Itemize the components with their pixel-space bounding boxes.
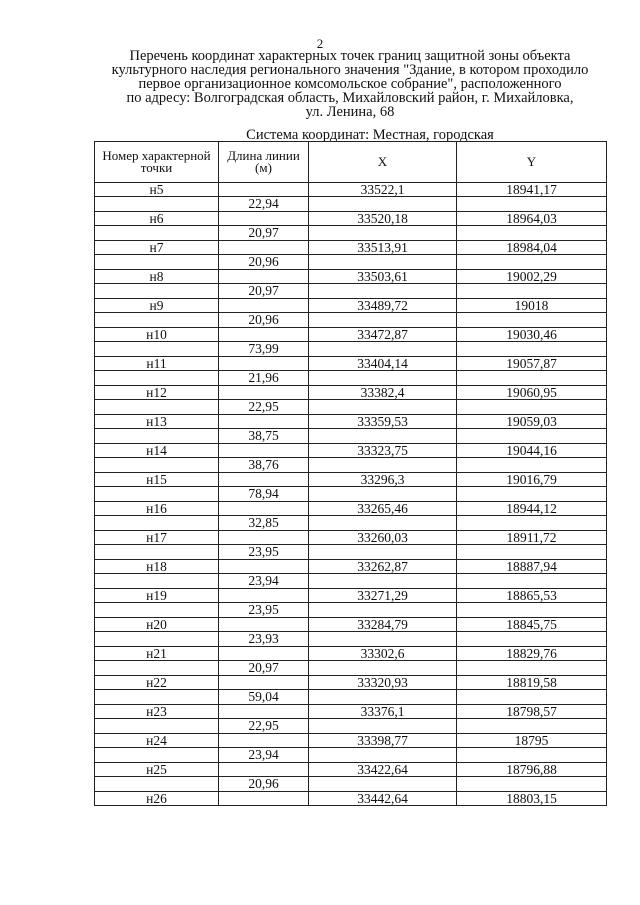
x-value-cell: 33442,64 (309, 792, 457, 806)
empty-y-cell (457, 226, 607, 241)
line-length-cell: 20,96 (219, 313, 309, 328)
empty-y-cell (457, 603, 607, 618)
empty-y-cell (457, 690, 607, 705)
table-row (95, 473, 607, 487)
empty-length-cell (219, 473, 309, 487)
empty-point-cell (95, 458, 219, 473)
line-length-cell: 21,96 (219, 371, 309, 386)
point-name-cell: н20 (95, 618, 219, 632)
empty-point-cell (95, 487, 219, 502)
empty-point-cell (95, 777, 219, 792)
empty-length-cell (219, 270, 309, 284)
x-value-cell: 33489,72 (309, 299, 457, 313)
y-value-cell: 18829,76 (457, 647, 607, 661)
table-row (95, 647, 607, 661)
empty-point-cell (95, 516, 219, 531)
x-value-cell: 33271,29 (309, 589, 457, 603)
point-name-cell: н15 (95, 473, 219, 487)
y-value-cell: 19018 (457, 299, 607, 313)
empty-x-cell (309, 574, 457, 589)
point-name-cell: н16 (95, 502, 219, 516)
point-name-cell: н13 (95, 415, 219, 429)
empty-point-cell (95, 632, 219, 647)
y-value-cell: 19030,46 (457, 328, 607, 342)
empty-y-cell (457, 458, 607, 473)
line-length-cell: 23,93 (219, 632, 309, 647)
empty-y-cell (457, 777, 607, 792)
y-value-cell: 18795 (457, 734, 607, 748)
y-value-cell: 19002,29 (457, 270, 607, 284)
empty-length-cell (219, 792, 309, 806)
length-row (95, 342, 607, 357)
x-value-cell: 33404,14 (309, 357, 457, 371)
empty-x-cell (309, 371, 457, 386)
empty-y-cell (457, 632, 607, 647)
line-length-cell: 32,85 (219, 516, 309, 531)
point-name-cell: н14 (95, 444, 219, 458)
x-value-cell: 33382,4 (309, 386, 457, 400)
empty-y-cell (457, 284, 607, 299)
x-value-cell: 33265,46 (309, 502, 457, 516)
empty-x-cell (309, 226, 457, 241)
length-row (95, 400, 607, 415)
y-value-cell: 19060,95 (457, 386, 607, 400)
line-length-cell: 20,97 (219, 284, 309, 299)
length-row (95, 632, 607, 647)
coordinate-system-label: Система координат: Местная, городская (246, 127, 494, 143)
empty-point-cell (95, 226, 219, 241)
line-length-cell: 38,76 (219, 458, 309, 473)
empty-length-cell (219, 531, 309, 545)
x-value-cell: 33422,64 (309, 763, 457, 777)
empty-y-cell (457, 429, 607, 444)
empty-length-cell (219, 386, 309, 400)
table-row (95, 183, 607, 197)
y-value-cell: 18944,12 (457, 502, 607, 516)
line-length-cell: 20,96 (219, 255, 309, 270)
line-length-cell: 20,97 (219, 661, 309, 676)
empty-x-cell (309, 255, 457, 270)
empty-y-cell (457, 719, 607, 734)
empty-y-cell (457, 342, 607, 357)
empty-x-cell (309, 545, 457, 560)
x-value-cell: 33520,18 (309, 212, 457, 226)
line-length-cell: 22,95 (219, 719, 309, 734)
point-name-cell: н9 (95, 299, 219, 313)
x-value-cell: 33359,53 (309, 415, 457, 429)
line-length-cell: 23,95 (219, 545, 309, 560)
empty-length-cell (219, 357, 309, 371)
empty-y-cell (457, 574, 607, 589)
point-name-cell: н24 (95, 734, 219, 748)
y-value-cell: 18887,94 (457, 560, 607, 574)
point-name-cell: н12 (95, 386, 219, 400)
table-row (95, 502, 607, 516)
length-row (95, 197, 607, 212)
y-value-cell: 18845,75 (457, 618, 607, 632)
y-value-cell: 18865,53 (457, 589, 607, 603)
empty-length-cell (219, 183, 309, 197)
empty-point-cell (95, 603, 219, 618)
length-row (95, 545, 607, 560)
empty-x-cell (309, 342, 457, 357)
empty-x-cell (309, 516, 457, 531)
empty-y-cell (457, 748, 607, 763)
header-x: X (309, 142, 457, 183)
y-value-cell: 19057,87 (457, 357, 607, 371)
table-row (95, 676, 607, 690)
empty-point-cell (95, 400, 219, 415)
x-value-cell: 33320,93 (309, 676, 457, 690)
y-value-cell: 18984,04 (457, 241, 607, 255)
empty-x-cell (309, 719, 457, 734)
table-row (95, 531, 607, 545)
y-value-cell: 19044,16 (457, 444, 607, 458)
line-length-cell: 22,95 (219, 400, 309, 415)
length-row (95, 777, 607, 792)
length-row (95, 603, 607, 618)
line-length-cell: 23,95 (219, 603, 309, 618)
empty-point-cell (95, 342, 219, 357)
x-value-cell: 33260,03 (309, 531, 457, 545)
empty-length-cell (219, 676, 309, 690)
point-name-cell: н22 (95, 676, 219, 690)
table-header-row (95, 142, 607, 183)
line-length-cell: 73,99 (219, 342, 309, 357)
table-row (95, 560, 607, 574)
x-value-cell: 33302,6 (309, 647, 457, 661)
empty-point-cell (95, 719, 219, 734)
empty-y-cell (457, 487, 607, 502)
coordinates-table (94, 141, 607, 806)
table-row (95, 618, 607, 632)
y-value-cell: 18796,88 (457, 763, 607, 777)
y-value-cell: 19016,79 (457, 473, 607, 487)
empty-y-cell (457, 255, 607, 270)
empty-length-cell (219, 560, 309, 574)
length-row (95, 661, 607, 676)
empty-y-cell (457, 371, 607, 386)
table-body (95, 183, 607, 806)
empty-x-cell (309, 748, 457, 763)
empty-length-cell (219, 763, 309, 777)
point-name-cell: н5 (95, 183, 219, 197)
title-line: ул. Ленина, 68 (305, 104, 395, 120)
line-length-cell: 59,04 (219, 690, 309, 705)
line-length-cell: 20,96 (219, 777, 309, 792)
point-name-cell: н6 (95, 212, 219, 226)
y-value-cell: 18803,15 (457, 792, 607, 806)
header-y: Y (457, 142, 607, 183)
x-value-cell: 33262,87 (309, 560, 457, 574)
table-row (95, 734, 607, 748)
empty-x-cell (309, 487, 457, 502)
empty-point-cell (95, 545, 219, 560)
length-row (95, 284, 607, 299)
empty-length-cell (219, 589, 309, 603)
length-row (95, 371, 607, 386)
empty-point-cell (95, 197, 219, 212)
page-number: 2 (316, 36, 324, 51)
point-name-cell: н25 (95, 763, 219, 777)
empty-point-cell (95, 371, 219, 386)
empty-length-cell (219, 415, 309, 429)
length-row (95, 487, 607, 502)
table-row (95, 792, 607, 806)
empty-length-cell (219, 734, 309, 748)
point-name-cell: н23 (95, 705, 219, 719)
line-length-cell: 23,94 (219, 574, 309, 589)
length-row (95, 719, 607, 734)
y-value-cell: 18941,17 (457, 183, 607, 197)
length-row (95, 574, 607, 589)
x-value-cell: 33472,87 (309, 328, 457, 342)
x-value-cell: 33323,75 (309, 444, 457, 458)
empty-length-cell (219, 299, 309, 313)
empty-x-cell (309, 458, 457, 473)
point-name-cell: н18 (95, 560, 219, 574)
empty-y-cell (457, 545, 607, 560)
empty-length-cell (219, 618, 309, 632)
table-row (95, 763, 607, 777)
x-value-cell: 33503,61 (309, 270, 457, 284)
empty-length-cell (219, 212, 309, 226)
y-value-cell: 19059,03 (457, 415, 607, 429)
empty-y-cell (457, 313, 607, 328)
empty-point-cell (95, 748, 219, 763)
line-length-cell: 22,94 (219, 197, 309, 212)
empty-length-cell (219, 705, 309, 719)
line-length-cell: 20,97 (219, 226, 309, 241)
empty-point-cell (95, 574, 219, 589)
empty-point-cell (95, 429, 219, 444)
empty-x-cell (309, 429, 457, 444)
length-row (95, 429, 607, 444)
title-line: по адресу: Волгоградская область, Михайловский район, г. Михайловка, (126, 90, 574, 106)
length-row (95, 226, 607, 241)
empty-x-cell (309, 603, 457, 618)
table-row (95, 328, 607, 342)
document-title (60, 49, 640, 119)
header-line-length: Длина линии (м) (219, 142, 309, 183)
table-row (95, 444, 607, 458)
point-name-cell: н11 (95, 357, 219, 371)
empty-point-cell (95, 255, 219, 270)
empty-point-cell (95, 690, 219, 705)
line-length-cell: 23,94 (219, 748, 309, 763)
empty-x-cell (309, 632, 457, 647)
point-name-cell: н7 (95, 241, 219, 255)
title-line: первое организационное комсомольское собрание", расположенного (138, 76, 562, 92)
point-name-cell: н26 (95, 792, 219, 806)
length-row (95, 690, 607, 705)
table-row (95, 705, 607, 719)
empty-x-cell (309, 777, 457, 792)
x-value-cell: 33296,3 (309, 473, 457, 487)
table-row (95, 212, 607, 226)
length-row (95, 313, 607, 328)
y-value-cell: 18911,72 (457, 531, 607, 545)
x-value-cell: 33398,77 (309, 734, 457, 748)
empty-x-cell (309, 661, 457, 676)
length-row (95, 458, 607, 473)
empty-length-cell (219, 647, 309, 661)
line-length-cell: 78,94 (219, 487, 309, 502)
y-value-cell: 18819,58 (457, 676, 607, 690)
length-row (95, 255, 607, 270)
table-row (95, 270, 607, 284)
table-row (95, 386, 607, 400)
length-row (95, 748, 607, 763)
empty-y-cell (457, 516, 607, 531)
point-name-cell: н8 (95, 270, 219, 284)
title-line: культурного наследия регионального значения "Здание, в котором проходило (111, 62, 589, 78)
empty-point-cell (95, 661, 219, 676)
empty-x-cell (309, 284, 457, 299)
table-row (95, 589, 607, 603)
empty-y-cell (457, 661, 607, 676)
x-value-cell: 33284,79 (309, 618, 457, 632)
point-name-cell: н19 (95, 589, 219, 603)
table-row (95, 299, 607, 313)
empty-x-cell (309, 197, 457, 212)
empty-length-cell (219, 444, 309, 458)
x-value-cell: 33522,1 (309, 183, 457, 197)
length-row (95, 516, 607, 531)
empty-length-cell (219, 502, 309, 516)
empty-length-cell (219, 328, 309, 342)
header-point-number: Номер характерной точки (95, 142, 219, 183)
point-name-cell: н21 (95, 647, 219, 661)
empty-x-cell (309, 690, 457, 705)
x-value-cell: 33376,1 (309, 705, 457, 719)
empty-x-cell (309, 400, 457, 415)
empty-y-cell (457, 400, 607, 415)
table-row (95, 415, 607, 429)
empty-point-cell (95, 284, 219, 299)
y-value-cell: 18964,03 (457, 212, 607, 226)
point-name-cell: н17 (95, 531, 219, 545)
x-value-cell: 33513,91 (309, 241, 457, 255)
empty-y-cell (457, 197, 607, 212)
empty-x-cell (309, 313, 457, 328)
table-row (95, 357, 607, 371)
y-value-cell: 18798,57 (457, 705, 607, 719)
empty-length-cell (219, 241, 309, 255)
table-row (95, 241, 607, 255)
point-name-cell: н10 (95, 328, 219, 342)
line-length-cell: 38,75 (219, 429, 309, 444)
title-line: Перечень координат характерных точек границ защитной зоны объекта (129, 48, 571, 64)
empty-point-cell (95, 313, 219, 328)
